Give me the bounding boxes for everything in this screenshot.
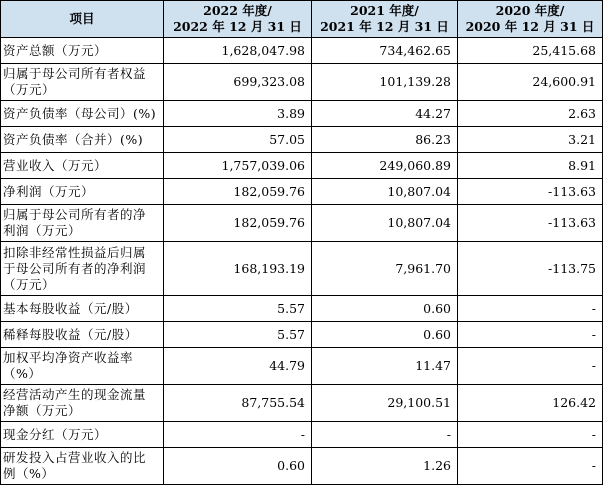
- row-label: 扣除非经常性损益后归属于母公司所有者的净利润（万元）: [1, 242, 164, 296]
- header-item: 项目: [1, 1, 164, 38]
- row-label: 经营活动产生的现金流量净额（万元）: [1, 385, 164, 422]
- table-row: [1, 153, 603, 179]
- value-2020: 2.63: [458, 101, 603, 127]
- row-label: 加权平均净资产收益率（%）: [1, 348, 164, 385]
- value-2021: 11.47: [312, 348, 458, 385]
- value-2021: 86.23: [312, 127, 458, 153]
- value-2021: -: [312, 422, 458, 448]
- header-2021: 2021 年度/ 2021 年 12 月 31 日: [312, 1, 458, 38]
- table-row: [1, 296, 603, 322]
- value-2022: 1,757,039.06: [164, 153, 312, 179]
- table-row: [1, 348, 603, 385]
- value-2021: 0.60: [312, 322, 458, 348]
- row-label: 资产负债率（母公司）(%): [1, 101, 164, 127]
- value-2021: 249,060.89: [312, 153, 458, 179]
- value-2021: 44.27: [312, 101, 458, 127]
- row-label: 资产负债率（合并）(%): [1, 127, 164, 153]
- row-label: 归属于母公司所有者权益（万元）: [1, 64, 164, 101]
- value-2022: 5.57: [164, 296, 312, 322]
- value-2021: 101,139.28: [312, 64, 458, 101]
- row-label: 归属于母公司所有者的净利润（万元）: [1, 205, 164, 242]
- value-2022: -: [164, 422, 312, 448]
- value-2021: 734,462.65: [312, 38, 458, 64]
- header-2022: 2022 年度/ 2022 年 12 月 31 日: [164, 1, 312, 38]
- table-row: [1, 101, 603, 127]
- table-row: [1, 385, 603, 422]
- value-2020: 8.91: [458, 153, 603, 179]
- value-2022: 699,323.08: [164, 64, 312, 101]
- header-2020: 2020 年度/ 2020 年 12 月 31 日: [458, 1, 603, 38]
- value-2021: 29,100.51: [312, 385, 458, 422]
- value-2021: 7,961.70: [312, 242, 458, 296]
- value-2020: -: [458, 296, 603, 322]
- row-label: 资产总额（万元）: [1, 38, 164, 64]
- value-2021: 10,807.04: [312, 179, 458, 205]
- table-row: [1, 127, 603, 153]
- value-2020: -: [458, 322, 603, 348]
- value-2020: 3.21: [458, 127, 603, 153]
- value-2022: 182,059.76: [164, 179, 312, 205]
- value-2022: 87,755.54: [164, 385, 312, 422]
- row-label: 现金分红（万元）: [1, 422, 164, 448]
- row-label: 营业收入（万元）: [1, 153, 164, 179]
- value-2022: 1,628,047.98: [164, 38, 312, 64]
- value-2020: 24,600.91: [458, 64, 603, 101]
- table-row: [1, 448, 603, 485]
- value-2022: 0.60: [164, 448, 312, 485]
- value-2022: 168,193.19: [164, 242, 312, 296]
- value-2022: 5.57: [164, 322, 312, 348]
- value-2021: 1.26: [312, 448, 458, 485]
- value-2020: -113.75: [458, 242, 603, 296]
- value-2022: 44.79: [164, 348, 312, 385]
- row-label: 研发投入占营业收入的比例（%）: [1, 448, 164, 485]
- value-2022: 57.05: [164, 127, 312, 153]
- table-row: [1, 179, 603, 205]
- row-label: 净利润（万元）: [1, 179, 164, 205]
- table-row: [1, 422, 603, 448]
- value-2021: 10,807.04: [312, 205, 458, 242]
- value-2020: -113.63: [458, 179, 603, 205]
- value-2022: 3.89: [164, 101, 312, 127]
- table-row: [1, 242, 603, 296]
- table-header-row: [1, 1, 603, 38]
- table-row: [1, 322, 603, 348]
- value-2021: 0.60: [312, 296, 458, 322]
- value-2020: -: [458, 448, 603, 485]
- table-row: [1, 64, 603, 101]
- value-2020: 25,415.68: [458, 38, 603, 64]
- row-label: 稀释每股收益（元/股）: [1, 322, 164, 348]
- value-2020: 126.42: [458, 385, 603, 422]
- value-2022: 182,059.76: [164, 205, 312, 242]
- row-label: 基本每股收益（元/股）: [1, 296, 164, 322]
- value-2020: -: [458, 348, 603, 385]
- table-row: [1, 205, 603, 242]
- value-2020: -: [458, 422, 603, 448]
- value-2020: -113.63: [458, 205, 603, 242]
- table-row: [1, 38, 603, 64]
